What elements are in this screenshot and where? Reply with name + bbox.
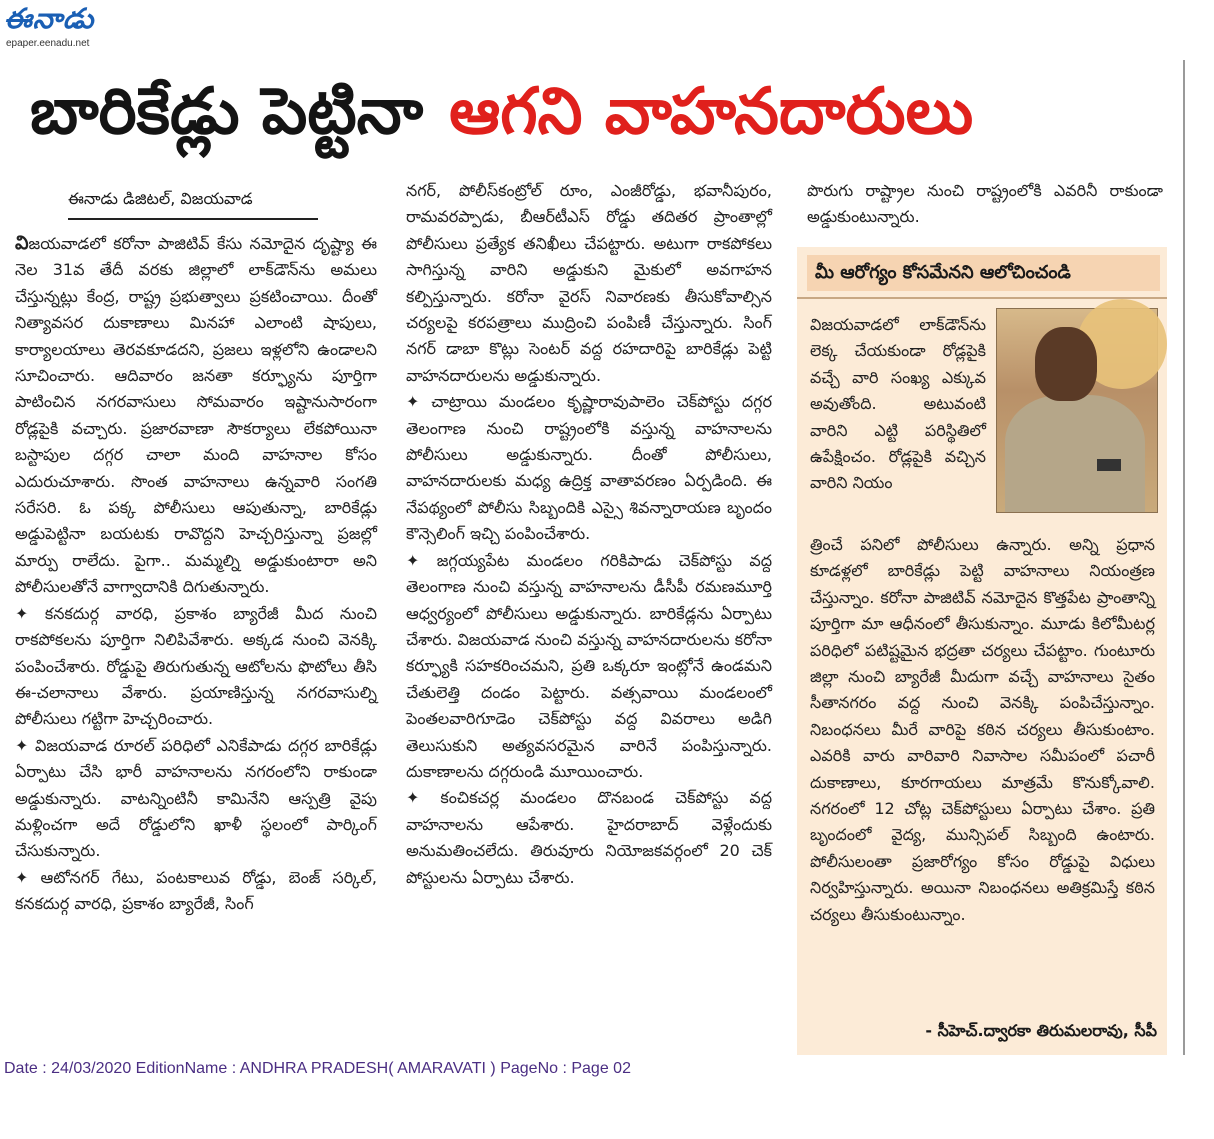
photo-uniform: [1005, 395, 1145, 512]
article-para: ✦ విజయవాడ రూరల్ పరిధిలో ఎనికేపాడు దగ్గర బారికేడ్లు ఏర్పాటు చేసి భారీ వాహనాలను నగరంలోని రాకుండా అడ్డుకున్నారు. వాటన్నింటినీ కామినేని ఆస్పత్రి వైపు మళ్లించగా అదే రోడ్డులోని ఖాళీ స్థలంలో పార్కింగ్ చేసుకున్నారు.: [15, 735, 377, 861]
commissioner-photo: [996, 308, 1158, 513]
sidebar-text-below-photo: త్రించే పనిలో పోలీసులు ఉన్నారు. అన్ని ప్రధాన కూడళ్లలో బారికేడ్లు పెట్టి వాహనాలు నియంత్రణ చేస్తున్నాం. కరోనా పాజిటివ్ నమోదైన కొత్తపేట ప్రాంతాన్ని పూర్తిగా మా ఆధీనంలో తీసుకున్నాం. మూడు కిలోమీటర్ల పరిధిలో పటిష్టమైన భద్రతా చర్యలు చేపట్టాం. గుంటూరు జిల్లా నుంచి బ్యారేజీ మీదుగా వచ్చే వాహనాలు సైతం సీతానగరం వద్ద నుంచి వెనక్కి పంపిచేస్తున్నాం. నిబంధనలు మీరే వారిపై కఠిన చర్యలు తీసుకుంటాం. ఎవరికి వారు వారివారి నివాసాల సమీపంలో పచారీ దుకాణాలు, కూరగాయలు మాత్రమే కొనుక్కోవాలి. నగరంలో 12 చోట్ల చెక్‌పోస్టులు ఏర్పాటు చేశాం. ప్రతి బృందంలో వైద్య, మున్సిపల్ సిబ్బంది ఉంటారు. పోలీసులంతా ప్రజారోగ్యం కోసం రోడ్డుపై విధులు నిర్వహిస్తున్నారు. అయినా నిబంధనలు అతిక్రమిస్తే కఠిన చర్యలు తీసుకుంటున్నాం.: [810, 535, 1155, 924]
headline-part2: ఆగని వాహనదారులు: [449, 75, 974, 149]
article-para-lead: [15, 230, 377, 601]
photo-head: [1035, 327, 1097, 401]
sidebar-signoff: - సీహెచ్.ద్వారకా తిరుమలరావు, సీపీ: [925, 1021, 1157, 1040]
article-column-2: [406, 178, 772, 891]
article-para: పొరుగు రాష్ట్రాల నుంచి రాష్ట్రంలోకి ఎవరినీ రాకుండా అడ్డుకుంటున్నారు.: [807, 181, 1163, 227]
dateline: ఈనాడు డిజిటల్, విజయవాడ: [68, 186, 318, 220]
headline: [30, 72, 1180, 152]
eenadu-logo[interactable]: [4, 2, 154, 52]
article-para: ✦ జగ్గయ్యపేట మండలం గరికిపాడు చెక్‌పోస్టు వద్ద తెలంగాణ నుంచి వస్తున్న వాహనాలను డీసీపీ రమణమూర్తి ఆధ్వర్యంలో పోలీసులు అడ్డుకున్నారు. బారికేడ్లను ఏర్పాటు చేశారు. విజయవాడ నుంచి వస్తున్న వాహనదారులను కరోనా కర్ఫ్యూకి సహకరించమని, ప్రతి ఒక్కరూ ఇంట్లోనే ఉండమని చేతులెత్తి దండం పెట్టారు. వత్సవాయి మండలంలో పెంతలవారిగూడెం చెక్‌పోస్టు వద్ద వివరాలు అడిగి తెలుసుకుని అత్యవసరమైన వారినే పంపిస్తున్నారు. దుకాణాలను దగ్గరుండి మూయించారు.: [406, 550, 772, 781]
logo-url: epaper.eenadu.net: [6, 38, 90, 49]
article-para: ✦ కంచికచర్ల మండలం దొనబండ చెక్‌పోస్టు వద్ద వాహనాలను ఆపేశారు. హైదరాబాద్ వెళ్లేందుకు అనుమతించలేదు. తిరువూరు నియోజకవర్గంలో 20 చెక్ పోస్టులను ఏర్పాటు చేశారు.: [406, 788, 772, 887]
article-para: ✦ కనకదుర్గ వారధి, ప్రకాశం బ్యారేజీ మీద నుంచి రాకపోకలను పూర్తిగా నిలిపివేశారు. అక్కడ నుంచి వెనక్కి పంపించేశారు. రోడ్డుపై తిరుగుతున్న ఆటోలను ఫొటోలు తీసి ఈ-చలానాలు వేశారు. ప్రయాణిస్తున్న నగరవాసుల్ని పోలీసులు గట్టిగా హెచ్చరించారు.: [15, 603, 377, 729]
page-right-rule: [1183, 60, 1185, 1055]
article-para: ✦ ఆటోనగర్ గేటు, పంటకాలువ రోడ్డు, బెంజ్ సర్కిల్, కనకదుర్గ వారధి, ప్రకాశం బ్యారేజీ, సింగ్: [15, 867, 377, 914]
sidebar-title: మీ ఆరోగ్యం కోసమేనని ఆలోచించండి: [807, 255, 1160, 291]
article-column-1: [15, 230, 377, 918]
lead-text: జయవాడలో కరోనా పాజిటివ్ కేసు నమోదైన దృష్ట్యా ఈ నెల 31వ తేదీ వరకు జిల్లాలో లాక్‌డౌన్‌ను అమలు చేస్తున్నట్లు కేంద్ర, రాష్ట్ర ప్రభుత్వాలు ప్రకటించాయి. దీంతో నిత్యావసర దుకాణాలు మినహా ఎలాంటి షాపులు, కార్యాలయాలు తెరవకూడదని, ప్రజలు ఇళ్లలోని ఉండాలని సూచించారు. ఆదివారం జనతా కర్ఫ్యూను పూర్తిగా పాటించిన నగరవాసులు సోమవారం ఇష్టానుసారంగా రోడ్లపైకి వచ్చారు. ప్రజారవాణా సౌకర్యాలు లేకపోయినా బస్టాపుల దగ్గర చాలా మంది వాహనాల కోసం ఎదురుచూశారు. సొంత వాహనాలు ఉన్నవారి సంగతి సరేసరి. ఓ పక్క పోలీసులు ఆపుతున్నా, బారికేడ్లు అడ్డుపెట్టినా బయటకు రావొద్దని హెచ్చరిస్తున్నా ప్రజల్లో మార్పు రాలేదు. పైగా.. మమ్మల్ని అడ్డుకుంటారా అని పోలీసులతోనే వాగ్వాదానికి దిగుతున్నారు.: [15, 234, 377, 597]
logo-text: ఈనాడు: [4, 2, 95, 35]
sidebar-text-beside-photo: విజయవాడలో లాక్‌డౌన్‌ను లెక్క చేయకుండా రోడ్లపైకి వచ్చే వారి సంఖ్య ఎక్కువ అవుతోంది. అటువంటి వారిని ఎట్టి పరిస్థితిలో ఉపేక్షించం. రోడ్లపైకి వచ్చిన వారిని నియం: [810, 315, 986, 493]
page-footer: Date : 24/03/2020 EditionName : ANDHRA PRADESH( AMARAVATI ) PageNo : Page 02: [4, 1060, 631, 1077]
article-para: ✦ చాట్రాయి మండలం కృష్ణారావుపాలెం చెక్‌పోస్టు దగ్గర తెలంగాణ నుంచి రాష్ట్రంలోకి వస్తున్న వాహనాలను పోలీసులు అడ్డుకున్నారు. దీంతో పోలీసులు, వాహనదారులకు మధ్య ఉద్రిక్త వాతావరణం ఏర్పడింది. ఈ నేపథ్యంలో పోలీసు సిబ్బందికి ఎస్సై శివన్నారాయణ బృందం కౌన్సెలింగ్ ఇచ్చి పంపించేశారు.: [406, 392, 772, 544]
article-para: నగర్, పోలీస్‌కంట్రోల్ రూం, ఎంజీరోడ్డు, భవానీపురం, రామవరప్పాడు, బీఆర్‌టీఎస్ రోడ్డు తదితర ప్రాంతాల్లో పోలీసులు ప్రత్యేక తనిఖీలు చేపట్టారు. అటుగా రాకపోకలు సాగిస్తున్న వారిని అడ్డుకుని మైకులో అవగాహన కల్పిస్తున్నారు. కరోనా వైరస్ నివారణకు తీసుకోవాల్సిన చర్యలపై కరపత్రాలు ముద్రించి పంపిణీ చేస్తున్నారు. సింగ్ నగర్ డాబా కొట్లు సెంటర్ వద్ద రహదారిపై బారికేడ్లు పెట్టి వాహనదారులను అడ్డుకున్నారు.: [406, 181, 772, 385]
headline-part1: బారికేడ్లు పెట్టినా: [30, 75, 424, 149]
photo-badge: [1097, 459, 1121, 471]
article-column-3-top: [807, 178, 1163, 231]
sidebar-divider: [797, 297, 1167, 299]
dropcap: వి: [15, 232, 29, 254]
